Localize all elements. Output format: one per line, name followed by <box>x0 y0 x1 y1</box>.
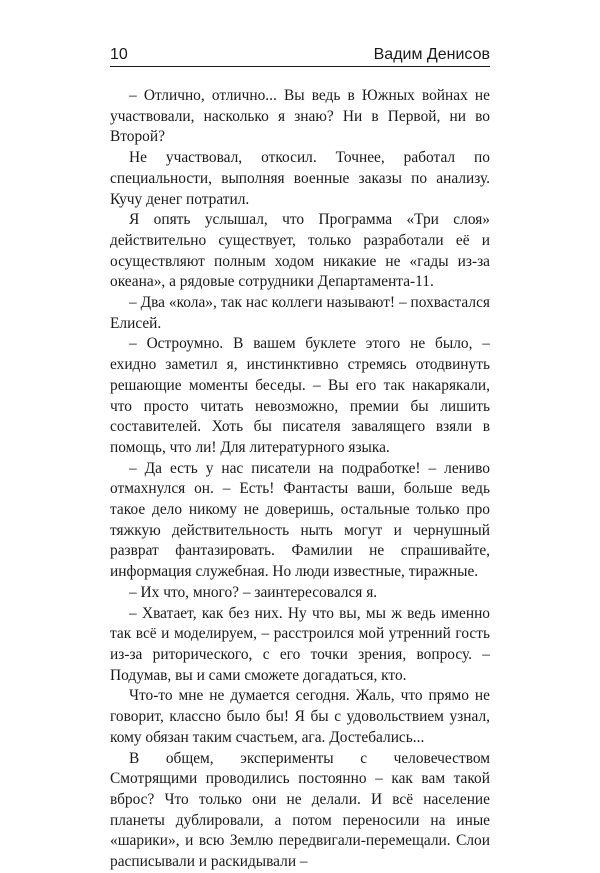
paragraph: Что-то мне не думается сегодня. Жаль, что прямо не говорит, классно было бы! Я бы с удовольствием узнал, кому обязан таким счастьем, ага. Достебались... <box>110 687 490 746</box>
paragraph: – Да есть у нас писатели на подработке! – лениво отмахнулся он. – Есть! Фантасты ваши, больше ведь такое дело никому не доверишь, остальные только про тяжкую действительность ныть могут и чернушный разврат фантазировать. Фамилии не спрашивайте, информация служебная. Но люди известные, тиражные. <box>110 459 490 581</box>
paragraph: – Их что, много? – заинтересовался я. <box>129 583 378 601</box>
author-name: Вадим Денисов <box>373 46 490 63</box>
paragraph: – Хватает, как без них. Ну что вы, мы ж ведь именно так всё и моделируем, – расстроился мой утренний гость из-за риторического, с его точки зрения, вопросу. – Подумав, вы и сами сможете догадаться, кто. <box>110 604 490 684</box>
paragraph: – Два «кола», так нас коллеги называют! – похвастался Елисей. <box>110 294 490 332</box>
page-number: 10 <box>110 46 128 63</box>
paragraph: Я опять услышал, что Программа «Три слоя» действительно существует, только разработали её и осуществляют полным ходом никакие не «гады из-за океана», а рядовые сотрудники Департамента-11. <box>110 211 490 291</box>
paragraph: – Отлично, отлично... Вы ведь в Южных войнах не участвовали, насколько я знаю? Ни в Первой, ни во Второй? <box>110 87 490 146</box>
paragraph: В общем, эксперименты с человечеством Смотрящими проводились постоянно – как вам такой вброс? Что только они не делали. И всё население планеты дублировали, а потом переносили на иные «шарики», и всю Землю передвигали-перемещали. Слои расписывали и раскидывали – <box>110 749 490 871</box>
paragraph: Не участвовал, откосил. Точнее, работал по специальности, выполняя военные заказы по анализу. Кучу денег потратил. <box>110 149 490 208</box>
header-rule <box>110 66 490 67</box>
paragraph: – Остроумно. В вашем буклете этого не было, – ехидно заметил я, инстинктивно стремясь отодвинуть решающие моменты беседы. – Вы его так накарякали, что просто читать невозможно, премии бы лишить составителей. Хоть бы писателя завалящего взяли в помощь, что ли! Для литературного языка. <box>110 335 490 456</box>
running-header <box>110 42 490 64</box>
body-text <box>110 86 490 873</box>
